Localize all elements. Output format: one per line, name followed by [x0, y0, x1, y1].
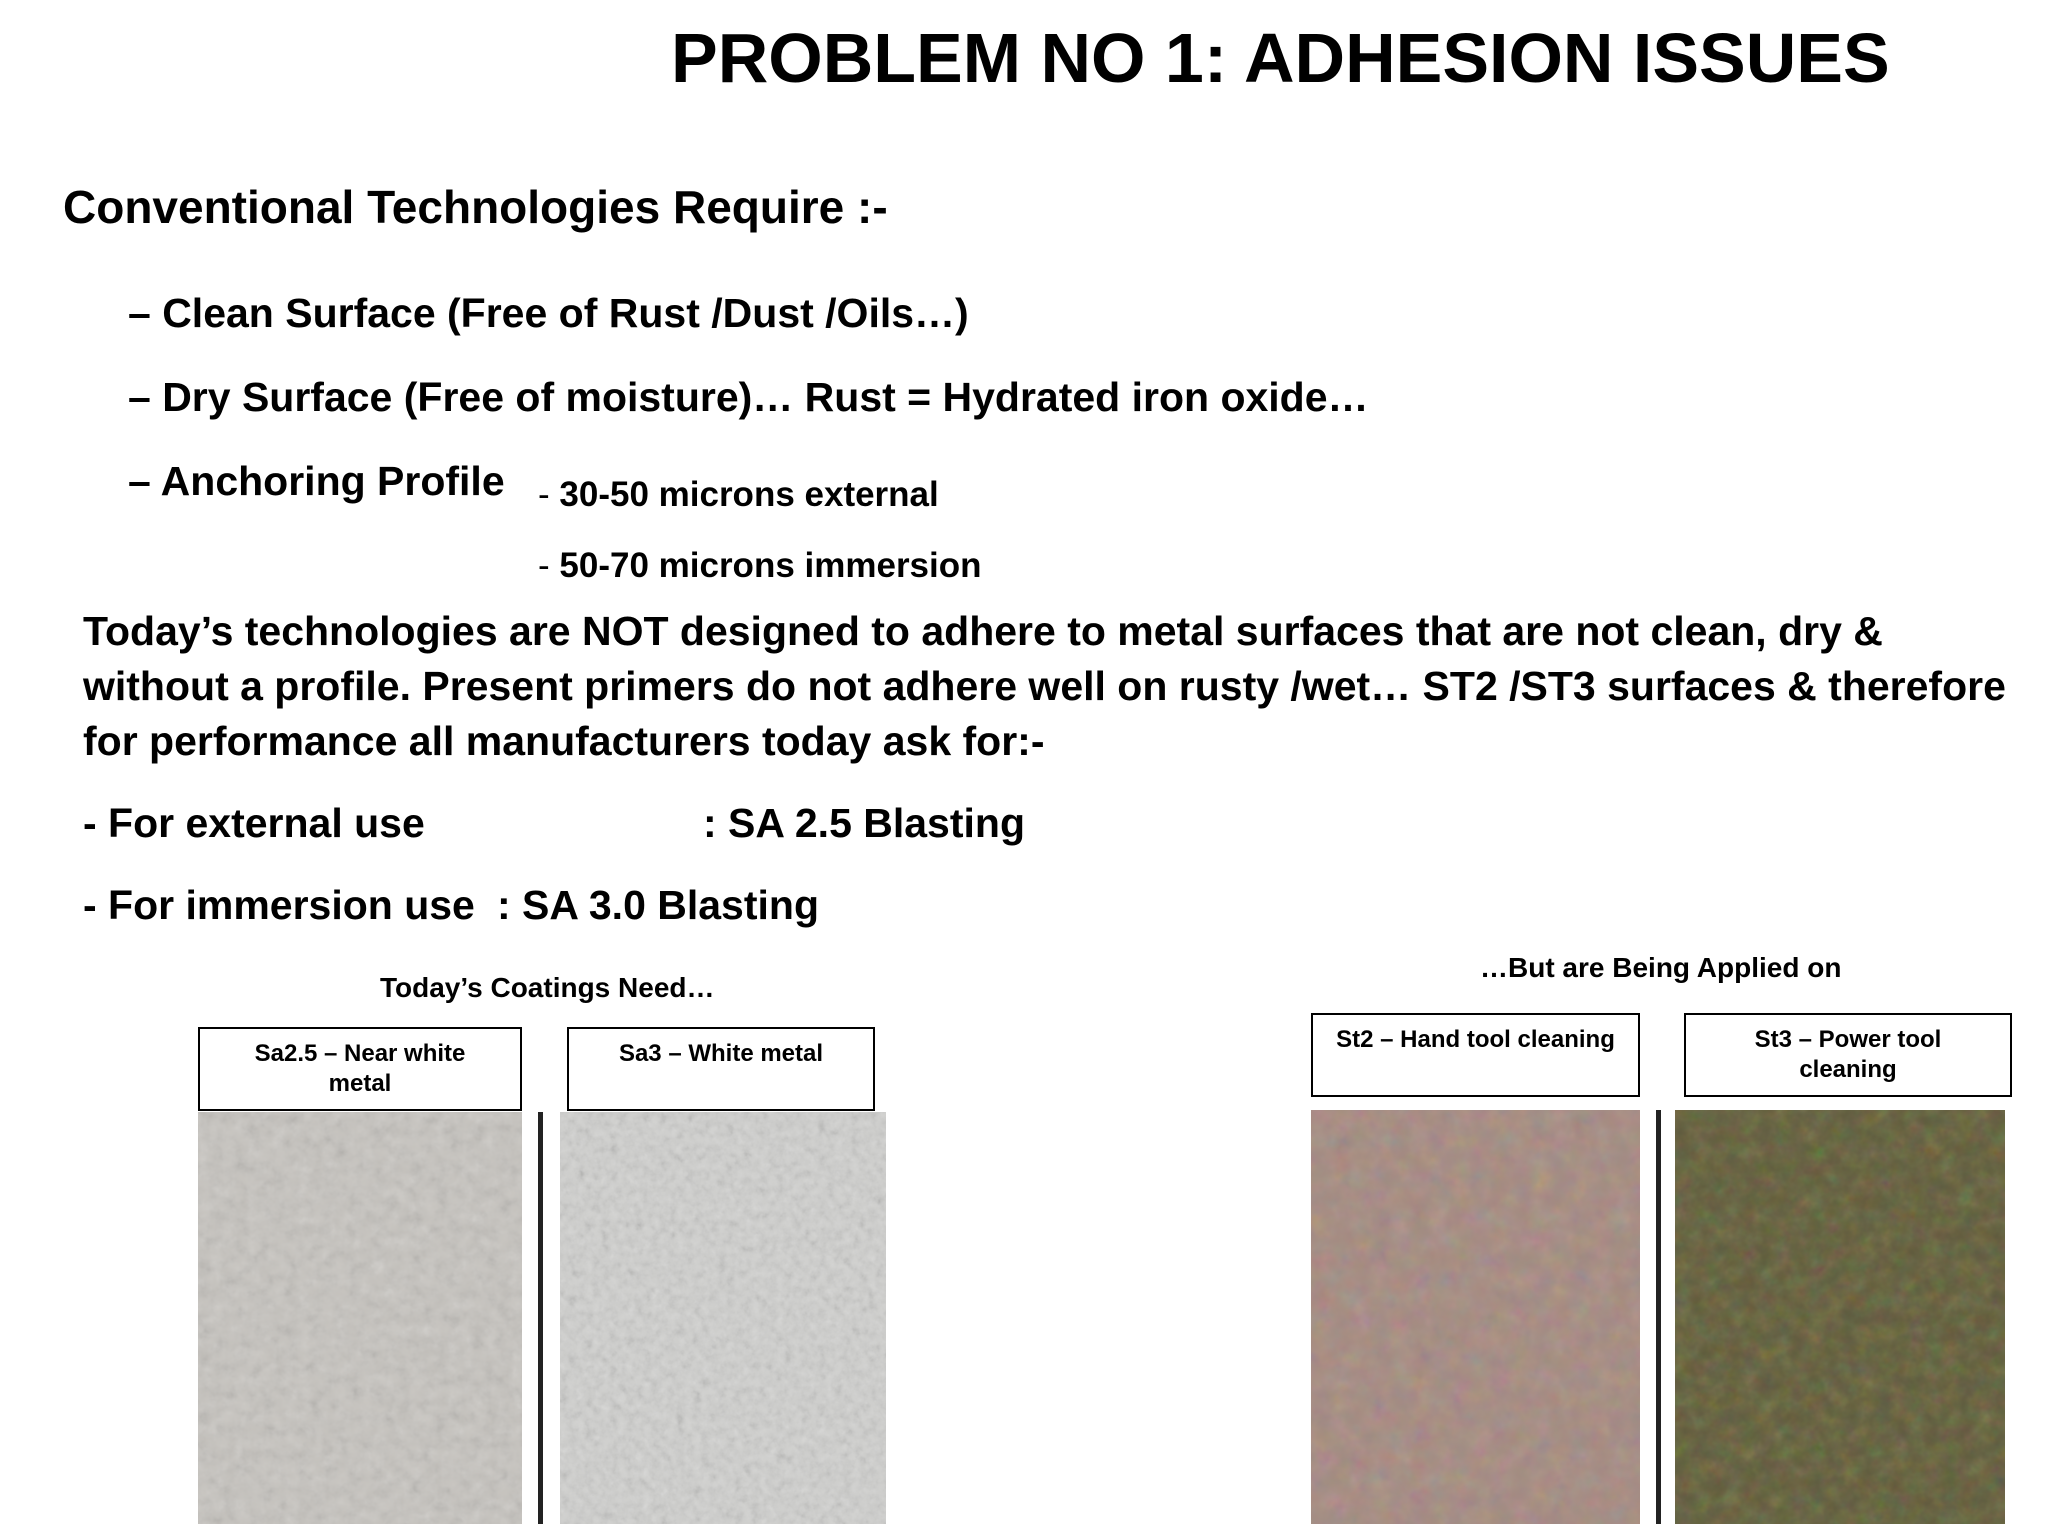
sa25-surface-photo — [198, 1112, 522, 1524]
st3-surface-photo — [1675, 1110, 2005, 1524]
requirement-value-external: : SA 2.5 Blasting — [703, 800, 1025, 846]
bullet-clean-surface: – Clean Surface (Free of Rust /Dust /Oils…) — [128, 290, 969, 336]
caption-coatings-need: Today’s Coatings Need… — [380, 972, 715, 1003]
profile-item-dash: - — [538, 475, 560, 514]
label-st3: St3 – Power tool cleaning — [1684, 1013, 2012, 1097]
requirement-label-immersion: - For immersion use — [83, 882, 475, 928]
label-sa3: Sa3 – White metal — [567, 1027, 875, 1111]
bullet-anchoring-profile: – Anchoring Profile — [128, 458, 505, 504]
requirement-value-immersion: : SA 3.0 Blasting — [497, 882, 819, 928]
profile-item-external — [538, 475, 939, 515]
st2-surface-photo — [1311, 1110, 1640, 1524]
slide-title: PROBLEM NO 1: ADHESION ISSUES — [671, 19, 1890, 97]
label-sa25: Sa2.5 – Near white metal — [198, 1027, 522, 1111]
panel-divider — [538, 1112, 543, 1524]
caption-applied-on: …But are Being Applied on — [1480, 952, 1842, 983]
sa3-surface-photo — [560, 1112, 886, 1524]
profile-item-text: 50-70 microns immersion — [559, 546, 982, 585]
profile-item-immersion — [538, 546, 982, 586]
requirement-label-external: - For external use — [83, 800, 425, 846]
body-paragraph: Today’s technologies are NOT designed to adhere to metal surfaces that are not clean, dry & without a profile. Present primers do not adhere well on rusty /wet… ST2 /ST3 surfaces & therefore for performance all manufacturers today ask for:- — [83, 608, 2006, 764]
profile-item-dash: - — [538, 546, 560, 585]
bullet-dry-surface: – Dry Surface (Free of moisture)… Rust = Hydrated iron oxide… — [128, 374, 1369, 420]
panel-divider — [1656, 1110, 1661, 1524]
section-heading: Conventional Technologies Require :- — [63, 181, 888, 233]
profile-item-text: 30-50 microns external — [559, 475, 939, 514]
label-st2: St2 – Hand tool cleaning — [1311, 1013, 1640, 1097]
